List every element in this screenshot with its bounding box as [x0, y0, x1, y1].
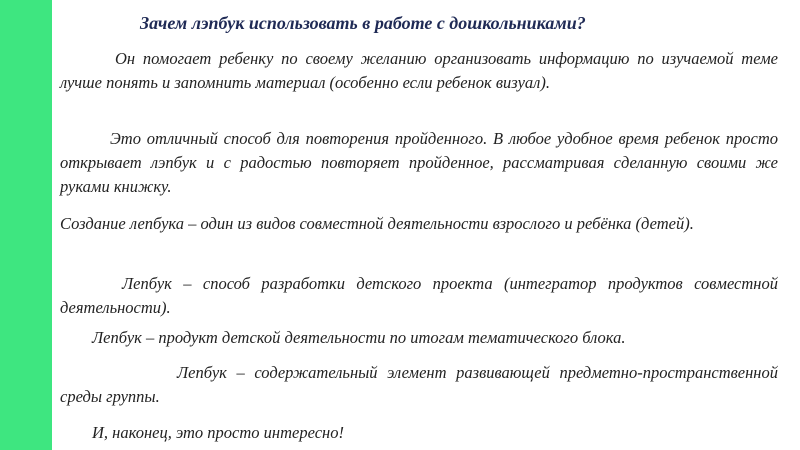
left-accent-bar — [0, 0, 52, 450]
paragraph-2: Это отличный способ для повторения пройденного. В любое удобное время ребенок просто открывает лэпбук и с радостью повторяет пройденное, рассматривая сделанную своими же руками книжку. — [60, 129, 778, 196]
slide-content — [60, 0, 780, 450]
paragraph-6: Лепбук – содержательный элемент развивающей предметно-пространственной среды группы. — [60, 363, 778, 406]
paragraph-1: Он помогает ребенку по своему желанию организовать информацию по изучаемой теме лучше понять и запомнить материал (особенно если ребенок визуал). — [60, 49, 778, 92]
paragraph-7: И, наконец, это просто интересно! — [92, 423, 344, 442]
paragraph-3: Создание лепбука – один из видов совместной деятельности взрослого и ребёнка (детей). — [60, 214, 694, 233]
paragraph-4: Лепбук – способ разработки детского проекта (интегратор продуктов совместной деятельности). — [60, 274, 778, 317]
slide-title: Зачем лэпбук использовать в работе с дошкольниками? — [140, 13, 586, 33]
paragraph-5: Лепбук – продукт детской деятельности по итогам тематического блока. — [92, 328, 626, 347]
